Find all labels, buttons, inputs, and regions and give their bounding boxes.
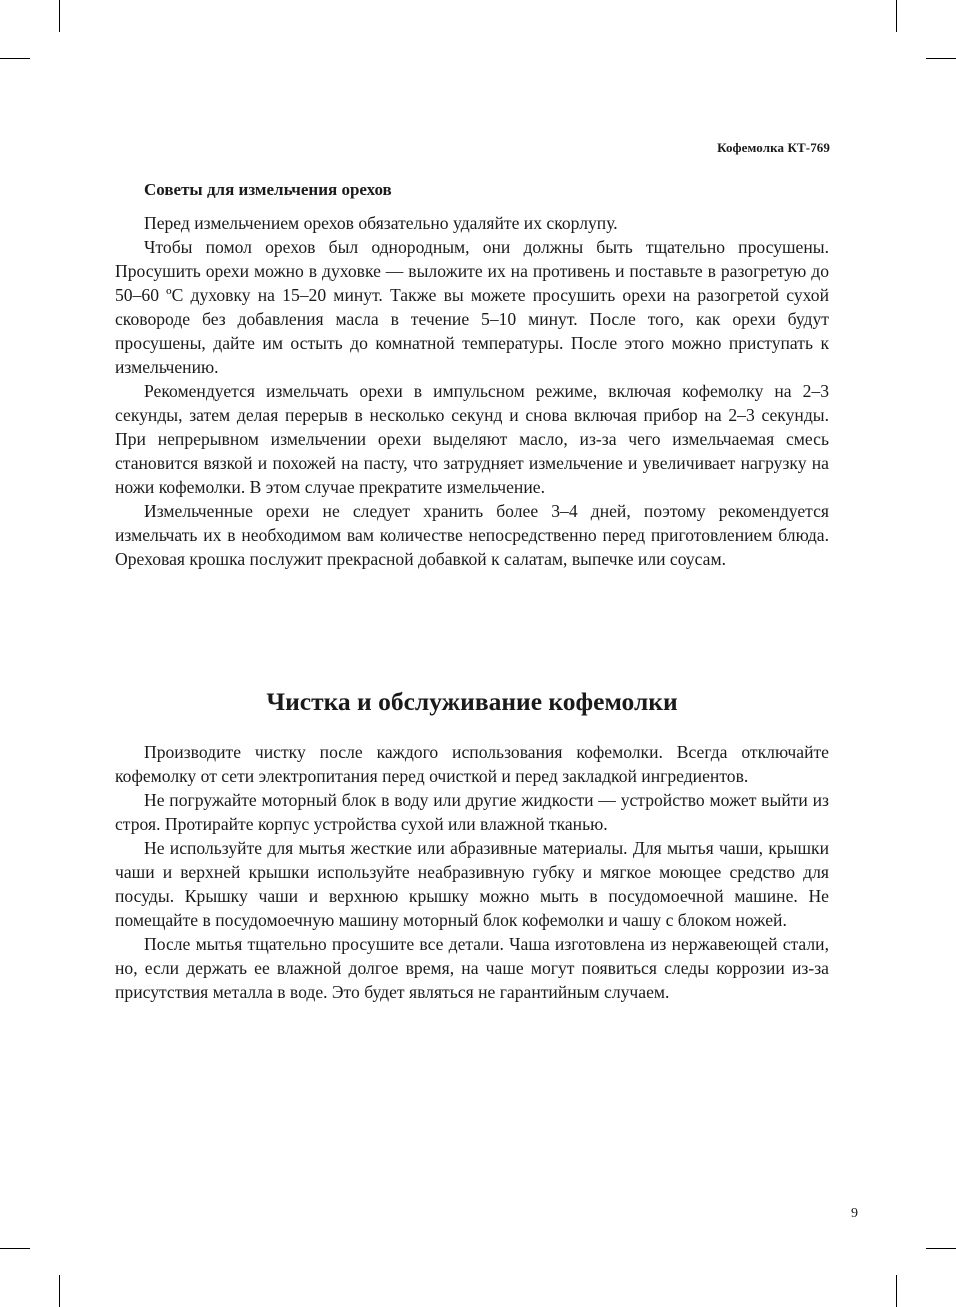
cleaning-paragraph: Не используйте для мытья жесткие или абразивные материалы. Для мытья чаши, крышки чаши и верхней крышки используйте неабразивную губку и мягкое моющее средство для посуды. Крышку чаши и верхнюю крышку можно мыть в посудомоечной машине. Не помещайте в посудомоечную машину моторный блок кофемолки и чашу с блоком ножей. [115,838,829,930]
crop-mark-bottom-left-horizontal [0,1248,30,1249]
crop-mark-bottom-left-vertical [59,1275,60,1307]
page-number: 9 [851,1206,858,1221]
crop-mark-top-left-vertical [59,0,60,32]
nuts-tips-section [115,178,829,571]
nuts-paragraph: Измельченные орехи не следует хранить более 3–4 дней, поэтому рекомендуется измельчать их в необходимом вам количестве непосредственно перед приготовлением блюда. Ореховая крошка послужит прекрасной добавкой к салатам, выпечке или соусам. [115,501,829,569]
crop-mark-top-left-horizontal [0,58,30,59]
nuts-paragraph: Чтобы помол орехов был однородным, они должны быть тщательно просушены. Просушить орехи можно в духовке — выложите их на противень и поставьте в разогретую до 50–60 ºС духовку на 15–20 минут. Также вы можете просушить орехи на разогретой сухой сковороде без добавления масла в течение 5–10 минут. После того, как орехи будут просушены, дайте им остыть до комнатной температуры. После этого можно приступать к измельчению. [115,237,829,377]
crop-mark-top-right-vertical [896,0,897,32]
crop-mark-top-right-horizontal [926,58,956,59]
crop-mark-bottom-right-horizontal [926,1248,956,1249]
nuts-paragraph: Перед измельчением орехов обязательно удаляйте их скорлупу. [144,213,618,233]
nuts-paragraph: Рекомендуется измельчать орехи в импульсном режиме, включая кофемолку на 2–3 секунды, затем делая перерыв в несколько секунд и снова включая прибор на 2–3 секунды. При непрерывном измельчении орехи выделяют масло, из-за чего измельчаемая смесь становится вязкой и похожей на пасту, что затрудняет измельчение и увеличивает нагрузку на ножи кофемолки. В этом случае прекратите измельчение. [115,381,829,497]
cleaning-paragraph: Производите чистку после каждого использования кофемолки. Всегда отключайте кофемолку от сети электропитания перед очисткой и перед закладкой ингредиентов. [115,742,829,786]
crop-mark-bottom-right-vertical [896,1275,897,1307]
cleaning-paragraph: После мытья тщательно просушите все детали. Чаша изготовлена из нержавеющей стали, но, если держать ее влажной долгое время, на чаше могут появиться следы коррозии из-за присутствия металла в воде. Это будет являться не гарантийным случаем. [115,934,829,1002]
nuts-tips-heading: Советы для измельчения орехов [144,180,392,199]
running-header: Кофемолка КТ-769 [717,140,830,155]
cleaning-paragraph: Не погружайте моторный блок в воду или другие жидкости — устройство может выйти из строя. Протирайте корпус устройства сухой или влажной тканью. [115,790,829,834]
cleaning-section-title: Чистка и обслуживание кофемолки [266,687,678,716]
cleaning-section [115,740,829,1004]
